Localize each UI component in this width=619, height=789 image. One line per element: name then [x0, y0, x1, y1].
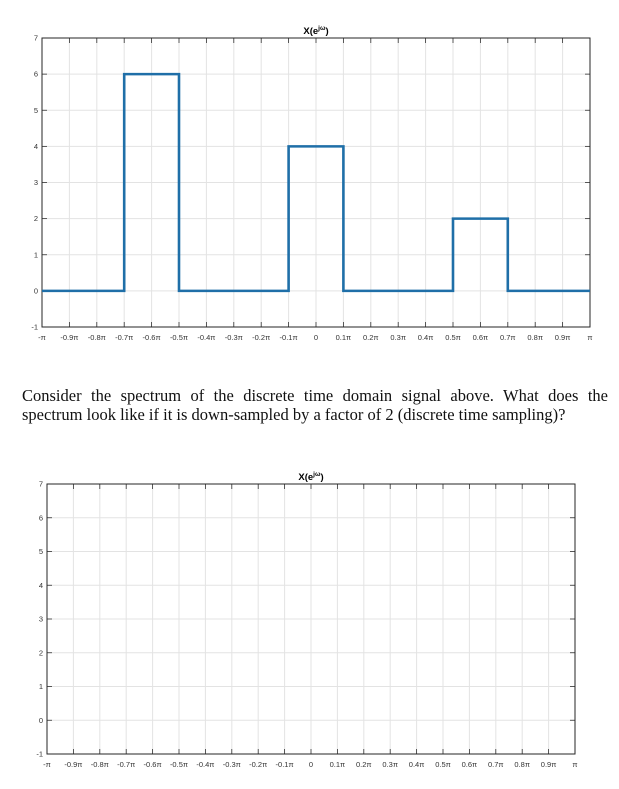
- chart-title: $X(e^{j\omega})$: [298, 471, 324, 483]
- y-tick-label: 3: [38, 614, 43, 624]
- x-tick-label: -π: [38, 333, 46, 342]
- spectrum-chart-downsampled-blank: [0, 465, 619, 775]
- x-tick-label: 0.6π: [472, 333, 489, 342]
- x-tick-label: -0.4π: [196, 760, 215, 769]
- x-tick-label: -π: [43, 760, 51, 769]
- x-tick-label: 0.7π: [487, 760, 504, 769]
- x-tick-label: -0.8π: [90, 760, 109, 769]
- x-tick-label: -0.1π: [279, 333, 298, 342]
- x-tick-label: π: [587, 333, 593, 342]
- x-tick-label: 0.4π: [417, 333, 434, 342]
- x-tick-label: 0.1π: [329, 760, 346, 769]
- y-tick-label: -1: [36, 749, 43, 759]
- y-tick-label: 1: [38, 682, 43, 691]
- x-tick-label: 0.9π: [540, 760, 557, 769]
- x-tick-label: 0.3π: [382, 760, 399, 769]
- x-tick-label: 0.8π: [527, 333, 544, 342]
- y-tick-label: 3: [33, 178, 38, 187]
- y-tick-label: 4: [33, 141, 38, 151]
- y-tick-label: 2: [38, 648, 43, 658]
- x-tick-label: 0: [308, 760, 314, 769]
- y-tick-label: 0: [33, 286, 38, 296]
- x-tick-label: -0.3π: [222, 760, 241, 769]
- x-tick-label: -0.7π: [115, 333, 134, 342]
- x-tick-label: 0.4π: [408, 760, 425, 769]
- y-tick-label: 2: [33, 214, 38, 224]
- y-tick-label: 7: [33, 33, 38, 43]
- x-tick-label: -0.5π: [169, 333, 189, 342]
- y-tick-label: 5: [38, 547, 43, 556]
- question-text: Consider the spectrum of the discrete time domain signal above. What does the spectrum look like if it is down-sampled by a factor of 2 (discrete time sampling)?: [22, 386, 608, 424]
- x-tick-label: 0.9π: [554, 333, 571, 342]
- x-tick-label: π: [572, 760, 578, 769]
- x-tick-label: -0.6π: [142, 333, 161, 342]
- y-tick-label: 4: [38, 580, 43, 590]
- x-tick-label: -0.3π: [224, 333, 243, 342]
- x-tick-label: 0.5π: [445, 333, 461, 342]
- y-tick-label: -1: [31, 322, 38, 332]
- y-tick-label: 0: [38, 715, 43, 725]
- chart-title: $X(e^{j\omega})$: [303, 25, 329, 37]
- y-tick-label: 1: [33, 250, 38, 260]
- x-tick-label: 0.2π: [355, 760, 372, 769]
- x-tick-label: 0.8π: [514, 760, 531, 769]
- x-tick-label: 0.1π: [335, 333, 352, 342]
- x-tick-label: 0.3π: [390, 333, 407, 342]
- y-tick-label: 6: [38, 513, 43, 523]
- x-tick-label: -0.1π: [275, 760, 294, 769]
- y-tick-label: 7: [38, 479, 43, 489]
- x-tick-label: -0.2π: [249, 760, 268, 769]
- x-tick-label: -0.5π: [169, 760, 189, 769]
- x-tick-label: -0.7π: [117, 760, 136, 769]
- x-tick-label: 0.6π: [461, 760, 478, 769]
- x-tick-label: -0.8π: [87, 333, 106, 342]
- x-tick-label: -0.4π: [197, 333, 216, 342]
- x-tick-label: -0.9π: [64, 760, 83, 769]
- x-tick-label: 0.7π: [499, 333, 516, 342]
- spectrum-chart-original: [0, 18, 619, 350]
- x-tick-label: -0.2π: [252, 333, 271, 342]
- x-tick-label: -0.9π: [60, 333, 79, 342]
- x-tick-label: 0.5π: [435, 760, 451, 769]
- x-tick-label: -0.6π: [143, 760, 162, 769]
- y-tick-label: 6: [33, 69, 38, 79]
- x-tick-label: 0: [313, 333, 319, 342]
- x-tick-label: 0.2π: [362, 333, 379, 342]
- y-tick-label: 5: [33, 105, 38, 115]
